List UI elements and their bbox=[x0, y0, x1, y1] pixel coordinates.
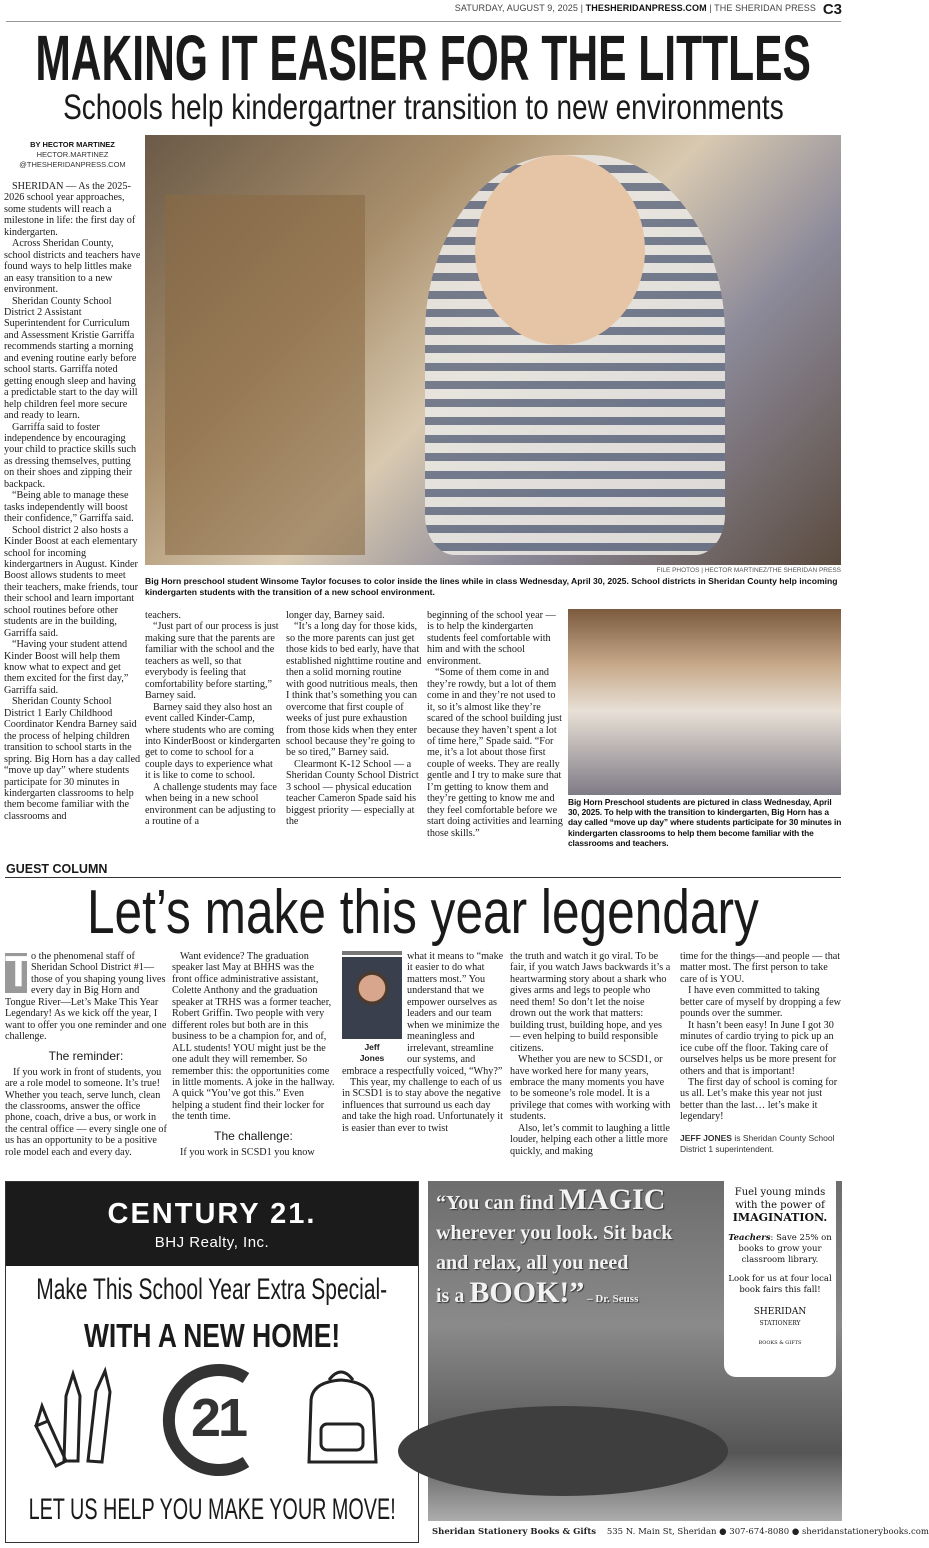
byline-name: BY HECTOR MARTINEZ bbox=[30, 140, 115, 149]
byline bbox=[0, 140, 145, 170]
promo-teachers: Teachers bbox=[728, 1232, 771, 1243]
guest-column-5-text bbox=[680, 951, 844, 1123]
site-link[interactable]: THESHERIDANPRESS.COM bbox=[585, 3, 707, 13]
paragraph: This year, my challenge to each of us in SCSD1 is to stay above the negative influences that surround us each day and take the high road. Unfortunately it is easier than ever to twist bbox=[342, 1076, 503, 1134]
store-name: Sheridan Stationery Books & Gifts bbox=[432, 1527, 597, 1537]
paragraph: Barney said they also host an event called Kinder-Camp, where students who are coming into KinderBoost or kindergarten get to come to school for a couple days to experience what it is like to come to school. bbox=[145, 701, 281, 782]
sheridan-stationery-ad[interactable] bbox=[428, 1181, 929, 1543]
paragraph: Garriffa said to foster independence by encouraging your child to practice skills such as dressing themselves, putting on their shoes and zipping their backpack. bbox=[4, 421, 137, 490]
whale-illustration bbox=[398, 1406, 728, 1496]
paragraph: longer day, Barney said. bbox=[286, 610, 385, 621]
guest-headline-text: Let’s make this year legendary bbox=[87, 878, 759, 947]
paragraph: teachers. bbox=[145, 610, 181, 621]
promo-offer: : Save 25% on books to grow your classroom library. bbox=[738, 1232, 832, 1265]
date: SATURDAY, AUGUST 9, 2025 bbox=[454, 3, 579, 13]
mug-bar bbox=[342, 951, 402, 955]
story-column-4 bbox=[427, 610, 564, 856]
ad-banner bbox=[6, 1182, 418, 1266]
paragraph: beginning of the school year — is to help the kindergarten students feel comfortable with him and with the school environment. bbox=[427, 610, 556, 667]
section-label: GUEST COLUMN bbox=[6, 862, 108, 876]
guest-column-1 bbox=[5, 947, 167, 1176]
paragraph: If you work in front of students, you are a role model to someone. It’s true! Whether you teach, serve lunch, clean the classrooms, answer the office phone, coach, drive a bus, or work in the central office — every single one of us has an opportunity to be a positive role model each and every day. bbox=[5, 1066, 167, 1158]
promo-line: Fuel young minds with the power of bbox=[734, 1187, 826, 1211]
century21-ad[interactable] bbox=[5, 1181, 419, 1543]
guest-column-3 bbox=[342, 951, 504, 1176]
tag-rest: is Sheridan County School District 1 superintendent. bbox=[680, 1132, 835, 1154]
headline-text: MAKING IT EASIER FOR THE LITTLES bbox=[35, 22, 811, 94]
c21-logo-text: 21 bbox=[191, 1388, 246, 1448]
paragraph: “Being able to manage these tasks independently will boost their confidence,” Garriffa said. bbox=[4, 490, 134, 525]
byline-email: HECTOR.MARTINEZ bbox=[36, 150, 109, 159]
paragraph: “It’s a long day for those kids, so the more parents can just get those kids to bed early, have that established nighttime routine and then a solid morning routine with good nutritious meals, then I think that’s something you can overcome that first couple of weeks of just pure exhaustion from those kids when they enter school because they’re going to be so tired,” Barney said. bbox=[286, 621, 422, 759]
paragraph: It hasn’t been easy! In June I got 30 minutes of cardio trying to pick up an ice cube off the floor. Taking care of ourselves helps us be more present for others and that is important! bbox=[680, 1019, 837, 1077]
photo2-caption: Big Horn Preschool students are pictured in class Wednesday, April 30, 2025. To help with the transition to kindergarten, Big Horn has a day called “move up day” where students participate for 30 minutes in kindergarten classrooms to help them become familiar with the classrooms and teachers. bbox=[568, 797, 842, 848]
guest-column-5 bbox=[680, 951, 844, 1176]
paragraph: the truth and watch it go viral. To be fair, if you watch Jaws backwards it’s a heartwarming story about a shark who gives arms and legs to people who need them! So don’t let the noise drown out the work that matters: building trust, building hope, and yes — even helping to build responsible citizens. bbox=[510, 951, 671, 1054]
paragraph: what it means to “make it easier to do what matters most.” You understand that we empower ourselves as leaders and our team when we minimize the meaningless and irrelevant, streamline our systems, and embrace a respectfully voiced, “Why?” bbox=[342, 951, 504, 1077]
paragraph: School district 2 also hosts a Kinder Boost at each elementary school for incoming kindergartners in August. Kinder Boost allows students to meet their teachers, make friends, tour their school and learn important school routines before other students are in the building, Garriffa said. bbox=[4, 524, 139, 639]
story-column-3 bbox=[286, 610, 422, 856]
subhead-challenge: The challenge: bbox=[214, 1128, 293, 1143]
quote-part: “You can find bbox=[436, 1192, 559, 1214]
quote-part: wherever you look. Sit back bbox=[436, 1222, 673, 1244]
paragraph: SHERIDAN — As the 2025-2026 school year approaches, some students will reach a milestone in life: the first day of kindergarten. bbox=[4, 181, 136, 238]
folio: SATURDAY, AUGUST 9, 2025 | THESHERIDANPRESS.COM | THE SHERIDAN PRESS bbox=[454, 3, 816, 13]
quote-magic: MAGIC bbox=[558, 1183, 666, 1216]
paragraph: Across Sheridan County, school districts and teachers have found ways to help littles make an easy transition to a new environment. bbox=[4, 238, 141, 296]
author-last: Jones bbox=[359, 1053, 385, 1063]
preschool-photo bbox=[568, 609, 841, 795]
paragraph: Also, let’s commit to laughing a little louder, helping each other a little more quickly, and making bbox=[510, 1122, 670, 1157]
paragraph: “Having your student attend Kinder Boost will help them know what to expect and get them excited for the first day,” Garriffa said. bbox=[4, 639, 129, 696]
company-name: BHJ Realty, Inc. bbox=[154, 1234, 270, 1251]
backpack-icon bbox=[291, 1362, 391, 1472]
seuss-quote bbox=[436, 1185, 716, 1314]
page-number: C3 bbox=[822, 1, 842, 18]
paragraph: time for the things—and people — that matter most. The first person to take care of is YOU. bbox=[680, 951, 841, 985]
subhead-text: Schools help kindergartner transition to new environments bbox=[62, 88, 784, 127]
promo-fairs: Look for us at four local book fairs this fall! bbox=[728, 1273, 832, 1295]
tag-name: JEFF JONES bbox=[680, 1132, 732, 1143]
paper-name: THE SHERIDAN PRESS bbox=[714, 3, 816, 13]
quote-part: is a bbox=[436, 1285, 470, 1307]
byline-email-domain: @THESHERIDANPRESS.COM bbox=[19, 160, 126, 169]
main-photo bbox=[145, 135, 841, 565]
store-logo: SHERIDAN bbox=[753, 1306, 807, 1317]
paragraph: A challenge students may face when being in a new school environment can be adjusting to a routine of a bbox=[145, 781, 277, 828]
author-first: Jeff bbox=[364, 1042, 380, 1052]
paragraph: The first day of school is coming for us all. Let’s make this year not just better than the last… let’s make it legendary! bbox=[680, 1076, 838, 1123]
quote-attribution: – Dr. Seuss bbox=[584, 1293, 639, 1305]
store-footer bbox=[428, 1521, 929, 1543]
ad-line-2: WITH A NEW HOME! bbox=[83, 1317, 341, 1354]
guest-column-4 bbox=[510, 951, 672, 1176]
paragraph: Whether you are new to SCSD1, or have worked here for many years, embrace the many moments you have to be someone’s role model. It is a privilege that comes with working with students. bbox=[510, 1054, 671, 1123]
guest-headline bbox=[0, 880, 846, 946]
author-photo bbox=[342, 957, 402, 1039]
photo-credit: FILE PHOTOS | HECTOR MARTINEZ/THE SHERIDAN PRESS bbox=[656, 567, 841, 574]
author-mugshot bbox=[342, 951, 402, 1064]
paragraph: Sheridan County School District 2 Assistant Superintendent for Curriculum and Assessment Kristie Garriffa recommends starting a morning and evening routine early before school starts. Garriffa noted getting enough sleep and having a predictable start to the day will help children feel more secure and ready to learn. bbox=[4, 295, 138, 422]
headline bbox=[0, 22, 846, 94]
subhead bbox=[0, 90, 846, 126]
quote-book: BOOK!” bbox=[469, 1276, 585, 1309]
promo-box bbox=[724, 1181, 836, 1377]
guest-column-2 bbox=[172, 951, 335, 1176]
author-tagline bbox=[680, 1133, 844, 1155]
quote-part: and relax, all you need bbox=[436, 1252, 629, 1274]
drop-cap: T bbox=[5, 947, 32, 996]
ad-line-1: Make This School Year Extra Special- bbox=[36, 1273, 388, 1306]
shelf bbox=[165, 195, 365, 555]
paragraph: Clearmont K-12 School — a Sheridan County School District 3 school — physical education teacher Cameron Spade said his biggest priority — especially at the bbox=[286, 758, 419, 828]
store-address[interactable]: 535 N. Main St, Sheridan ● 307-674-8080 ● sheridanstationerybooks.com bbox=[606, 1527, 929, 1537]
story-column-2 bbox=[145, 610, 281, 856]
subhead-reminder: The reminder: bbox=[48, 1048, 124, 1063]
child-face bbox=[475, 155, 645, 345]
paragraph: Want evidence? The graduation speaker last May at BHHS was the front office administrative assistant, Colette Anthony and the graduation speaker at TRHS was a former teacher, Robert Griffin. Two people with very different roles but both are in this business to be a champion for, and of, ALL students! YOU might just be the one adult they will remember. So remember this: the opportunities come in little moments. A joke in the hallway. A quick “You’ve got this.” Even helping a student find their locker for the tenth time. bbox=[172, 951, 335, 1123]
brand-name: CENTURY 21. bbox=[107, 1198, 317, 1230]
ad-line-3: LET US HELP YOU MAKE YOUR MOVE! bbox=[28, 1493, 396, 1526]
pencils-icon bbox=[26, 1366, 121, 1471]
photo-caption: Big Horn preschool student Winsome Taylor focuses to color inside the lines while in class Wednesday, April 30, 2025. School districts in Sheridan County help incoming kindergarten students with the transition of a new school environment. bbox=[145, 576, 838, 597]
paragraph: o the phenomenal staff of Sheridan School District #1—those of you shaping young lives every day in Big Horn and Tongue River—Let’s Make This Year Legendary! As we kick off the year, I want to offer you one reminder and one challenge. bbox=[5, 951, 167, 1043]
story-column-1 bbox=[4, 181, 142, 857]
paragraph: “Some of them come in and they’re rowdy, but a lot of them come in and they’re not used to it, so it’s almost like they’re scared of the school building just because they haven’t spent a lot of time here,” Spade said. “For me, it’s a lot about those first couple of weeks. They are really gentle and I try to make sure that I’m getting to know them and they’re getting to know me and they feel comfortable before we start doing activities and learning those skills.” bbox=[427, 667, 563, 839]
paragraph: If you work in SCSD1 you know bbox=[180, 1146, 315, 1158]
store-logo-foot: BOOKS & GIFTS bbox=[758, 1339, 802, 1346]
promo-bold: IMAGINATION. bbox=[732, 1211, 828, 1224]
ad-icons bbox=[6, 1358, 418, 1488]
paragraph: “Just part of our process is just making sure that the parents are familiar with the school and the teachers as well, so that everybody is feeling that comfortability before starting,” Barney said. bbox=[145, 621, 279, 702]
paragraph: Sheridan County School District 1 Early Childhood Coordinator Kendra Barney said the process of helping children transition to school starts in the spring. Big Horn has a day called “move up day” where students participate for 30 minutes in kindergarten classrooms to help them become familiar with the classrooms and bbox=[4, 696, 141, 822]
store-logo-sub: STATIONERY bbox=[759, 1320, 801, 1327]
paragraph: I have even committed to taking better care of myself by dropping a few pounds over the summer. bbox=[680, 985, 841, 1020]
